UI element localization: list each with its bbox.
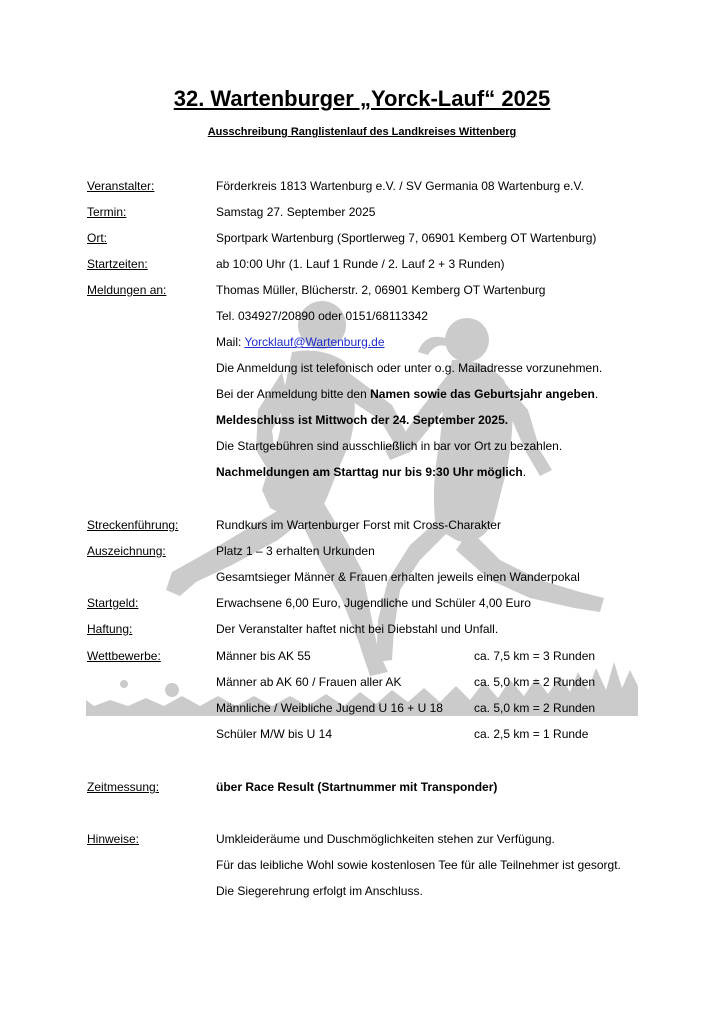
male-runner-silhouette [166, 301, 410, 676]
row-wettbewerbe-1 [0, 648, 724, 666]
value-hinweise-2: Für das leibliche Wohl sowie kostenlosen Tee für alle Teilnehmer ist gesorgt. [216, 858, 621, 872]
row-meldeschluss [0, 412, 724, 430]
value-meldungen-mail [216, 334, 385, 350]
mail-link[interactable]: Yorcklauf@Wartenburg.de [244, 335, 385, 349]
value-nachmeldungen [216, 464, 526, 480]
label-startgeld: Startgeld: [87, 596, 139, 610]
wettbewerb-class: Männer bis AK 55 [216, 649, 311, 663]
wettbewerb-distance: ca. 5,0 km = 2 Runden [474, 675, 596, 689]
value-ort: Sportpark Wartenburg (Sportlerweg 7, 06901 Kemberg OT Wartenburg) [216, 231, 597, 245]
label-wettbewerbe: Wettbewerbe: [87, 649, 161, 663]
row-startgeld [0, 595, 724, 613]
wettbewerb-distance: ca. 2,5 km = 1 Runde [474, 727, 589, 741]
value-meldungen-note2 [216, 386, 598, 402]
row-ort [0, 230, 724, 248]
row-meldungen-note1 [0, 360, 724, 378]
value-meldungen-phone: Tel. 034927/20890 oder 0151/68113342 [216, 309, 428, 323]
row-hinweise-2 [0, 857, 724, 875]
page-title: 32. Wartenburger „Yorck-Lauf“ 2025 [173, 86, 551, 111]
note2-bold: Namen sowie das Geburtsjahr angeben [370, 387, 595, 401]
wettbewerb-class: Männliche / Weibliche Jugend U 16 + U 18 [216, 701, 443, 715]
row-startzeiten [0, 256, 724, 274]
label-haftung: Haftung: [87, 622, 133, 636]
nachmeldungen-bold: Nachmeldungen am Starttag nur bis 9:30 Uhr möglich [216, 465, 523, 479]
value-startgeld: Erwachsene 6,00 Euro, Jugendliche und Schüler 4,00 Euro [216, 596, 531, 610]
value-startgebuehren: Die Startgebühren sind ausschließlich in bar vor Ort zu bezahlen. [216, 439, 563, 453]
row-meldungen-mail [0, 334, 724, 352]
row-strecke [0, 517, 724, 535]
row-wettbewerbe-4 [0, 726, 724, 744]
value-meldeschluss: Meldeschluss ist Mittwoch der 24. September 2025. [216, 413, 509, 427]
value-meldungen-address: Thomas Müller, Blücherstr. 2, 06901 Kemberg OT Wartenburg [216, 283, 546, 297]
value-meldungen-note1: Die Anmeldung ist telefonisch oder unter o.g. Mailadresse vorzunehmen. [216, 361, 603, 375]
row-zeitmessung [0, 779, 724, 797]
label-ort: Ort: [87, 231, 107, 245]
label-hinweise: Hinweise: [87, 832, 140, 846]
row-hinweise [0, 831, 724, 849]
row-meldungen-phone [0, 308, 724, 326]
row-meldungen [0, 282, 724, 300]
label-strecke: Streckenführung: [87, 518, 179, 532]
row-termin [0, 204, 724, 222]
row-hinweise-3 [0, 883, 724, 901]
label-meldungen: Meldungen an: [87, 283, 167, 297]
wettbewerb-distance: ca. 5,0 km = 2 Runden [474, 701, 596, 715]
value-hinweise-1: Umkleideräume und Duschmöglichkeiten stehen zur Verfügung. [216, 832, 555, 846]
row-veranstalter [0, 178, 724, 196]
nachmeldungen-post: . [522, 465, 527, 479]
label-zeitmessung: Zeitmessung: [87, 780, 160, 794]
mail-prefix: Mail: [216, 335, 245, 349]
value-auszeichnung-2: Gesamtsieger Männer & Frauen erhalten jeweils einen Wanderpokal [216, 570, 580, 584]
row-startgebuehren [0, 438, 724, 456]
row-auszeichnung [0, 543, 724, 561]
row-wettbewerbe-2 [0, 674, 724, 692]
label-veranstalter: Veranstalter: [87, 179, 155, 193]
label-auszeichnung: Auszeichnung: [87, 544, 166, 558]
row-wettbewerbe-3 [0, 700, 724, 718]
row-nachmeldungen [0, 464, 724, 482]
value-veranstalter: Förderkreis 1813 Wartenburg e.V. / SV Germania 08 Wartenburg e.V. [216, 179, 584, 193]
value-strecke: Rundkurs im Wartenburger Forst mit Cross-Charakter [216, 518, 501, 532]
value-termin: Samstag 27. September 2025 [216, 205, 376, 219]
value-auszeichnung-1: Platz 1 – 3 erhalten Urkunden [216, 544, 375, 558]
page-subtitle: Ausschreibung Ranglistenlauf des Landkreises Wittenberg [207, 126, 517, 138]
label-termin: Termin: [87, 205, 127, 219]
note2-pre: Bei der Anmeldung bitte den [216, 387, 371, 401]
row-meldungen-note2 [0, 386, 724, 404]
note2-post: . [594, 387, 599, 401]
value-zeitmessung: über Race Result (Startnummer mit Transponder) [216, 780, 498, 794]
label-startzeiten: Startzeiten: [87, 257, 148, 271]
value-hinweise-3: Die Siegerehrung erfolgt im Anschluss. [216, 884, 423, 898]
wettbewerb-distance: ca. 7,5 km = 3 Runden [474, 649, 596, 663]
row-haftung [0, 621, 724, 639]
value-startzeiten: ab 10:00 Uhr (1. Lauf 1 Runde / 2. Lauf 2 + 3 Runden) [216, 257, 505, 271]
wettbewerb-class: Männer ab AK 60 / Frauen aller AK [216, 675, 402, 689]
value-haftung: Der Veranstalter haftet nicht bei Diebstahl und Unfall. [216, 622, 499, 636]
wettbewerb-class: Schüler M/W bis U 14 [216, 727, 333, 741]
row-auszeichnung-2 [0, 569, 724, 587]
